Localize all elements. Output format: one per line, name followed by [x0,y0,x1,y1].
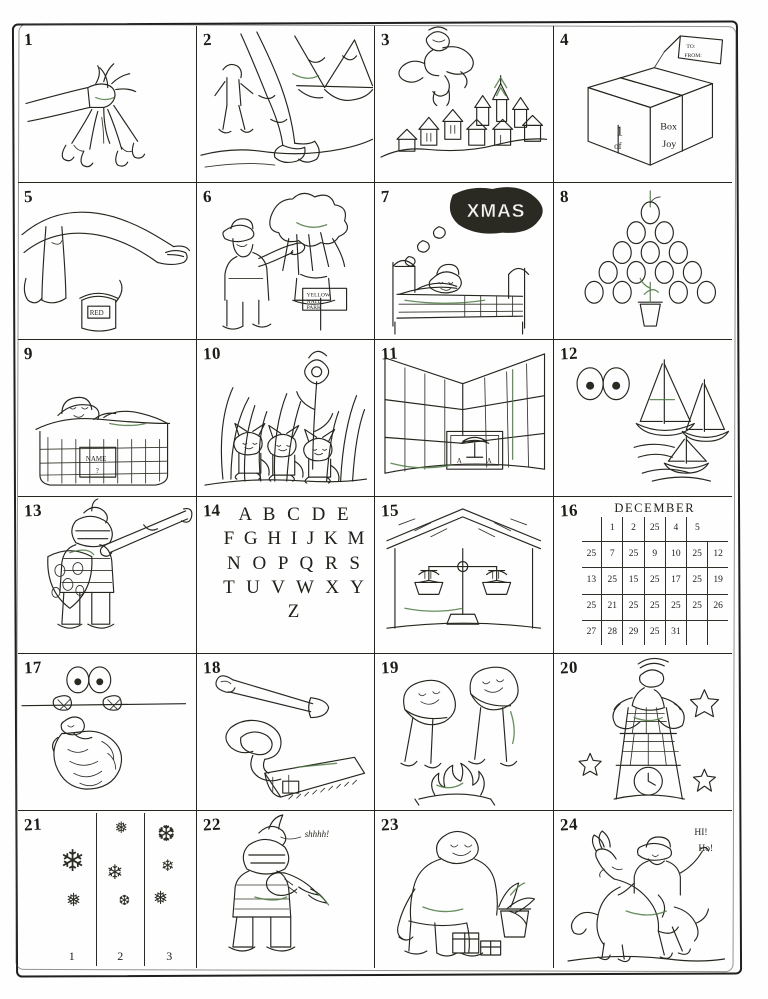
art-ranger-at-geyser [197,183,375,339]
snowflake-icon: ❅ [114,820,128,837]
cell-number-9: 9 [23,343,34,364]
calendar-header-row [582,517,729,542]
calendar-cell: 29 [623,620,644,645]
cell-16-december-calendar[interactable] [554,497,733,654]
snowflake-icon: ❆ [118,894,131,909]
shhhh-label: shhhh! [304,828,329,840]
calendar-cell: 25 [623,594,644,620]
art-hand-holding-crackers [18,26,196,182]
cell-18-horn-and-handsaw[interactable] [197,654,376,811]
snowflake-column-label: 2 [117,949,124,963]
art-eyes-on-string-and-beard [18,654,196,810]
cell-20-angel-on-clock-tower[interactable] [554,654,733,811]
cell-number-12: 12 [558,343,578,364]
hi-label: HI! [693,828,708,838]
art-sailboats-and-eyes [554,340,733,496]
cell-number-17: 17 [23,657,43,678]
calendar-cell: 1 [602,517,623,542]
calendar-cell: 25 [644,594,665,620]
cell-number-4: 4 [558,29,569,50]
cell-number-21: 21 [23,814,43,835]
calendar-cell: 25 [687,568,708,594]
cell-9-sleeper-in-basket-bed[interactable] [18,340,197,497]
cell-19-two-marshmallows-over-fire[interactable] [375,654,554,811]
calendar-title: DECEMBER [614,501,696,515]
cell-5-reindeer-leg-red-paint[interactable] [18,183,197,340]
calendar-cell: 17 [665,568,686,594]
cell-number-11: 11 [380,343,399,364]
calendar-cell: 26 [708,594,728,620]
calendar-cell: 9 [644,542,665,568]
art-cowboy-on-horse [554,811,733,968]
gift-number-one: 1 [615,124,623,140]
calendar-cell: 15 [623,568,644,594]
snowflake-column-3[interactable] [145,813,194,966]
cell-17-eyes-on-string-and-beard[interactable] [18,654,197,811]
art-sleeper-in-basket-bed [18,340,196,496]
sign-line-3: PARK [306,305,321,312]
snowflake-column-label: 3 [166,949,173,963]
tag-to-label: TO: [685,43,695,50]
snowflake-icon: ❅ [66,890,82,910]
table-row [582,594,729,620]
gift-box-label: Box [659,121,677,133]
tag-from-label: FROM: [683,52,702,59]
snowflake-column-2[interactable] [97,813,146,966]
cell-number-18: 18 [201,657,221,678]
calendar-cell: 25 [687,542,708,568]
calendar-cell: 31 [665,620,686,645]
calendar-cell: 12 [708,542,728,568]
paint-can-label: RED [89,309,104,318]
cell-number-3: 3 [380,29,391,50]
cell-number-20: 20 [558,657,578,678]
cell-10-three-cats-in-grass[interactable] [197,340,376,497]
cell-number-24: 24 [558,814,578,835]
cell-4-gift-box-of-joy[interactable] [554,26,733,183]
calendar-cell [687,620,708,645]
sign-line-1: YELLOW [306,292,330,299]
calendar-cell: 7 [602,542,623,568]
picture-letter-a-right: A [486,457,492,466]
calendar-cell: 25 [623,542,644,568]
art-walking-legs-mountains [197,26,375,182]
alphabet-row-3: N O P Q R S [226,552,364,574]
gift-of-label: of [613,141,622,152]
cell-number-7: 7 [380,186,391,207]
snowflake-icon: ❄ [106,862,124,884]
snowflake-icon: ❆ [157,821,176,846]
art-knight-with-shield [18,497,196,653]
calendar-cell: 25 [602,568,623,594]
cell-21-three-snowflake-columns[interactable] [18,811,197,968]
art-three-cats-in-grass [197,340,375,496]
snowflake-icon: ❄ [161,858,175,875]
cell-15-stable-with-balance-scale[interactable] [375,497,554,654]
calendar-cell: 28 [602,620,623,645]
ho-label: Ho! [697,844,713,854]
cell-8-pear-tree-pyramid[interactable] [554,183,733,340]
cell-6-ranger-at-geyser[interactable] [197,183,376,340]
name-tag-question: ? [95,467,99,476]
cell-24-cowboy-on-horse[interactable] [554,811,733,968]
cell-13-knight-with-shield[interactable] [18,497,197,654]
cell-number-2: 2 [201,29,212,50]
cell-number-14: 14 [201,500,220,521]
cell-number-22: 22 [201,814,221,835]
calendar-cell: 5 [687,517,708,542]
cell-number-1: 1 [23,29,34,50]
calendar-cell: 25 [582,594,602,620]
cell-22-knight-shushing-with-carrot[interactable] [197,811,376,968]
cell-number-10: 10 [201,343,221,364]
calendar-cell: 27 [582,620,602,645]
art-angel-over-village [375,26,553,182]
cell-23-person-placing-gifts[interactable] [375,811,554,968]
calendar-cell: 10 [665,542,686,568]
art-two-marshmallows-over-fire [375,654,553,810]
art-sleeper-dreaming-xmas [375,183,553,339]
gift-joy-label: Joy [661,139,676,151]
art-reindeer-leg-red-paint [18,183,196,339]
cell-7-sleeper-dreaming-xmas[interactable] [375,183,554,340]
alphabet-row-2: F G H I J K M [223,528,367,550]
calendar-cell: 4 [665,517,686,542]
snowflake-icon: ❄ [60,845,86,878]
calendar-cell: 19 [708,568,728,594]
calendar-cell: 25 [644,568,665,594]
art-gift-box-of-joy [554,26,733,182]
cell-number-15: 15 [380,500,400,521]
calendar-grid [582,517,729,645]
snowflake-column-1[interactable] [48,813,97,966]
xmas-word: XMAS [466,200,526,222]
cell-3-angel-over-village[interactable] [375,26,554,183]
art-angel-on-clock-tower [554,654,733,810]
cell-number-13: 13 [23,500,43,521]
calendar-cell: 2 [623,517,644,542]
calendar-cell: 25 [582,542,602,568]
cell-number-8: 8 [558,186,569,207]
table-row [582,542,729,568]
art-knight-shushing-with-carrot [197,811,375,968]
snowflake-icon: ❅ [153,888,169,908]
table-row [582,568,729,594]
calendar-cell: 25 [644,620,665,645]
calendar-cell: 25 [687,594,708,620]
art-pear-tree-pyramid [554,183,733,339]
advent-grid [18,26,732,968]
cell-number-16: 16 [558,500,578,521]
alphabet-row-4: T U V W X Y [223,576,368,598]
table-row [582,620,729,645]
picture-letter-a-left: A [456,457,462,466]
calendar-cell: 13 [582,568,602,594]
cell-number-5: 5 [23,186,34,207]
name-tag-label: NAME [85,455,107,464]
cell-number-19: 19 [380,657,400,678]
calendar-cell [708,620,728,645]
cell-1-hand-holding-crackers[interactable] [18,26,197,183]
cell-2-walking-legs-mountains[interactable] [197,26,376,183]
calendar-cell: 25 [644,517,665,542]
cell-14-alphabet-letters[interactable] [197,497,376,654]
cell-12-sailboats-and-eyes[interactable] [554,340,733,497]
art-person-placing-gifts [375,811,553,968]
art-stable-with-balance-scale [375,497,553,653]
snowflake-column-label: 1 [68,949,75,963]
cell-11-barn-interior-with-picture[interactable] [375,340,554,497]
sign-line-2: NATL [306,299,321,306]
art-barn-interior-with-picture [375,340,553,496]
cell-number-23: 23 [380,814,400,835]
snowflake-columns [48,813,194,966]
calendar-cell [582,517,602,542]
alphabet-row-1: A B C D E [238,504,353,525]
december-calendar [582,501,729,647]
calendar-cell: 25 [665,594,686,620]
alphabet-row-5: Z [287,601,303,623]
alphabet-block [221,503,371,625]
art-horn-and-handsaw [197,654,375,810]
cell-number-6: 6 [201,186,212,207]
calendar-cell: 21 [602,594,623,620]
